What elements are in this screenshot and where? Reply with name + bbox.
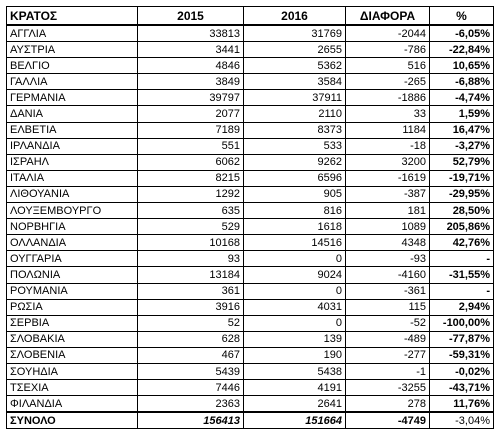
cell-difference: -93 <box>346 251 430 267</box>
cell-percent: 10,65% <box>430 58 494 74</box>
cell-difference: -489 <box>346 331 430 347</box>
cell-country: ΛΙΘΟΥΑΝΙΑ <box>7 186 138 202</box>
table-row <box>7 25 494 42</box>
cell-country: ΔΑΝΙΑ <box>7 106 138 122</box>
cell-2015: 361 <box>138 283 244 299</box>
cell-difference: -265 <box>346 74 430 90</box>
cell-country: ΣΛΟΒΕΝΙΑ <box>7 347 138 363</box>
cell-country: ΑΓΓΛΙΑ <box>7 25 138 42</box>
total-label: ΣΥΝΟΛΟ <box>7 412 138 429</box>
table-row <box>7 235 494 251</box>
table-row <box>7 363 494 379</box>
cell-2015: 7189 <box>138 122 244 138</box>
cell-2015: 529 <box>138 219 244 235</box>
cell-2016: 190 <box>244 347 346 363</box>
table-row <box>7 299 494 315</box>
cell-country: ΙΤΑΛΙΑ <box>7 170 138 186</box>
cell-2015: 551 <box>138 138 244 154</box>
cell-difference: -1 <box>346 363 430 379</box>
cell-2015: 2077 <box>138 106 244 122</box>
cell-percent: -3,27% <box>430 138 494 154</box>
table-row <box>7 251 494 267</box>
table-row <box>7 219 494 235</box>
cell-country: ΡΟΥΜΑΝΙΑ <box>7 283 138 299</box>
cell-country: ΙΣΡΑΗΛ <box>7 154 138 170</box>
cell-difference: -1619 <box>346 170 430 186</box>
cell-2015: 93 <box>138 251 244 267</box>
cell-percent: 28,50% <box>430 203 494 219</box>
table-row <box>7 138 494 154</box>
cell-2015: 52 <box>138 315 244 331</box>
cell-percent: -0,02% <box>430 363 494 379</box>
cell-2015: 3849 <box>138 74 244 90</box>
cell-percent: -4,74% <box>430 90 494 106</box>
cell-2016: 8373 <box>244 122 346 138</box>
cell-2015: 467 <box>138 347 244 363</box>
cell-2016: 139 <box>244 331 346 347</box>
table-row <box>7 283 494 299</box>
cell-2016: 0 <box>244 283 346 299</box>
cell-country: ΣΛΟΒΑΚΙΑ <box>7 331 138 347</box>
cell-country: ΟΥΓΓΑΡΙΑ <box>7 251 138 267</box>
cell-percent: - <box>430 283 494 299</box>
cell-percent: 42,76% <box>430 235 494 251</box>
cell-difference: 3200 <box>346 154 430 170</box>
cell-2015: 1292 <box>138 186 244 202</box>
cell-difference: -786 <box>346 42 430 58</box>
table-row <box>7 315 494 331</box>
table-row <box>7 331 494 347</box>
table-row <box>7 203 494 219</box>
table-header <box>7 7 494 26</box>
cell-percent: -59,31% <box>430 347 494 363</box>
cell-2015: 3916 <box>138 299 244 315</box>
cell-2016: 31769 <box>244 25 346 42</box>
cell-percent: -43,71% <box>430 380 494 396</box>
cell-percent: -29,95% <box>430 186 494 202</box>
cell-difference: -4160 <box>346 267 430 283</box>
cell-percent: 1,59% <box>430 106 494 122</box>
cell-difference: 33 <box>346 106 430 122</box>
table-row <box>7 90 494 106</box>
cell-percent: -6,88% <box>430 74 494 90</box>
cell-percent: 52,79% <box>430 154 494 170</box>
cell-2016: 0 <box>244 251 346 267</box>
table-row <box>7 42 494 58</box>
total-2015: 156413 <box>138 412 244 429</box>
cell-difference: -52 <box>346 315 430 331</box>
cell-country: ΣΟΥΗΔΙΑ <box>7 363 138 379</box>
table-body <box>7 25 494 429</box>
cell-difference: -277 <box>346 347 430 363</box>
cell-2015: 4846 <box>138 58 244 74</box>
cell-2015: 628 <box>138 331 244 347</box>
cell-2015: 13184 <box>138 267 244 283</box>
cell-percent: -77,87% <box>430 331 494 347</box>
cell-percent: 205,86% <box>430 219 494 235</box>
cell-2016: 3584 <box>244 74 346 90</box>
cell-2016: 2641 <box>244 396 346 413</box>
cell-difference: -3255 <box>346 380 430 396</box>
header-percent: % <box>430 7 494 26</box>
cell-2016: 4191 <box>244 380 346 396</box>
cell-difference: -18 <box>346 138 430 154</box>
cell-2016: 0 <box>244 315 346 331</box>
cell-percent: -100,00% <box>430 315 494 331</box>
cell-difference: -2044 <box>346 25 430 42</box>
cell-2015: 8215 <box>138 170 244 186</box>
cell-2015: 7446 <box>138 380 244 396</box>
cell-2015: 33813 <box>138 25 244 42</box>
cell-2015: 39797 <box>138 90 244 106</box>
cell-2016: 9262 <box>244 154 346 170</box>
cell-country: ΟΛΛΑΝΔΙΑ <box>7 235 138 251</box>
cell-2015: 5439 <box>138 363 244 379</box>
table-row <box>7 186 494 202</box>
table-row <box>7 347 494 363</box>
cell-2016: 14516 <box>244 235 346 251</box>
total-difference: -4749 <box>346 412 430 429</box>
cell-country: ΦΙΛΑΝΔΙΑ <box>7 396 138 413</box>
table-row <box>7 380 494 396</box>
cell-country: ΛΟΥΞΕΜΒΟΥΡΓΟ <box>7 203 138 219</box>
cell-2015: 2363 <box>138 396 244 413</box>
cell-2016: 37911 <box>244 90 346 106</box>
header-country: ΚΡΑΤΟΣ <box>7 7 138 26</box>
cell-country: ΓΑΛΛΙΑ <box>7 74 138 90</box>
table-row <box>7 154 494 170</box>
header-difference: ΔΙΑΦΟΡΑ <box>346 7 430 26</box>
cell-2016: 9024 <box>244 267 346 283</box>
cell-percent: 2,94% <box>430 299 494 315</box>
cell-2016: 2110 <box>244 106 346 122</box>
cell-difference: 516 <box>346 58 430 74</box>
cell-2016: 5438 <box>244 363 346 379</box>
cell-difference: 278 <box>346 396 430 413</box>
table-row <box>7 122 494 138</box>
cell-2016: 1618 <box>244 219 346 235</box>
cell-percent: - <box>430 251 494 267</box>
table-row <box>7 106 494 122</box>
cell-2016: 816 <box>244 203 346 219</box>
cell-difference: -361 <box>346 283 430 299</box>
cell-2016: 4031 <box>244 299 346 315</box>
total-percent: -3,04% <box>430 412 494 429</box>
table-row <box>7 267 494 283</box>
table-row <box>7 58 494 74</box>
cell-difference: 1184 <box>346 122 430 138</box>
cell-difference: 181 <box>346 203 430 219</box>
cell-difference: 4348 <box>346 235 430 251</box>
cell-difference: 1089 <box>346 219 430 235</box>
cell-difference: -1886 <box>346 90 430 106</box>
header-2015: 2015 <box>138 7 244 26</box>
cell-2016: 5362 <box>244 58 346 74</box>
cell-percent: -19,71% <box>430 170 494 186</box>
cell-2015: 3441 <box>138 42 244 58</box>
cell-2016: 2655 <box>244 42 346 58</box>
cell-country: ΙΡΛΑΝΔΙΑ <box>7 138 138 154</box>
cell-2015: 635 <box>138 203 244 219</box>
cell-percent: -31,55% <box>430 267 494 283</box>
cell-country: ΓΕΡΜΑΝΙΑ <box>7 90 138 106</box>
cell-country: ΤΣΕΧΙΑ <box>7 380 138 396</box>
cell-country: ΒΕΛΓΙΟ <box>7 58 138 74</box>
cell-country: ΕΛΒΕΤΙΑ <box>7 122 138 138</box>
table-row <box>7 74 494 90</box>
cell-country: ΣΕΡΒΙΑ <box>7 315 138 331</box>
cell-2016: 905 <box>244 186 346 202</box>
cell-difference: 115 <box>346 299 430 315</box>
table-row <box>7 170 494 186</box>
cell-country: ΡΩΣΙΑ <box>7 299 138 315</box>
cell-country: ΠΟΛΩΝΙΑ <box>7 267 138 283</box>
cell-percent: -6,05% <box>430 25 494 42</box>
cell-2015: 10168 <box>138 235 244 251</box>
country-comparison-table <box>6 6 494 429</box>
cell-2016: 533 <box>244 138 346 154</box>
cell-percent: -22,84% <box>430 42 494 58</box>
cell-percent: 11,76% <box>430 396 494 413</box>
cell-difference: -387 <box>346 186 430 202</box>
total-2016: 151664 <box>244 412 346 429</box>
total-row <box>7 412 494 429</box>
header-2016: 2016 <box>244 7 346 26</box>
cell-2016: 6596 <box>244 170 346 186</box>
cell-percent: 16,47% <box>430 122 494 138</box>
table-row <box>7 396 494 413</box>
cell-2015: 6062 <box>138 154 244 170</box>
cell-country: ΑΥΣΤΡΙΑ <box>7 42 138 58</box>
cell-country: ΝΟΡΒΗΓΙΑ <box>7 219 138 235</box>
header-row <box>7 7 494 26</box>
